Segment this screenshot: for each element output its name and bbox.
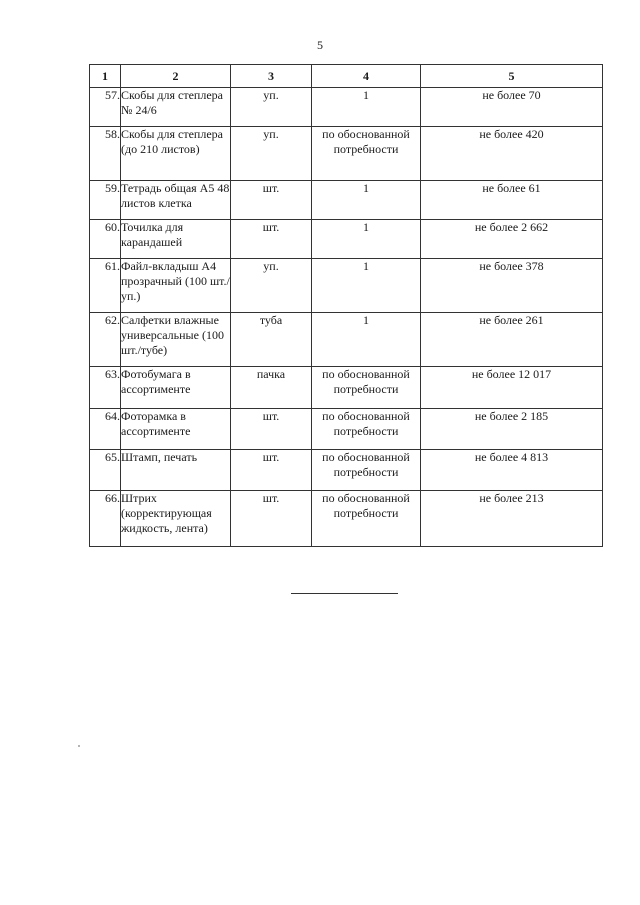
item-quantity: 1 <box>312 181 421 220</box>
header-row <box>90 65 603 88</box>
table-row <box>90 450 603 491</box>
item-price: не более 2 662 <box>421 220 603 259</box>
table-row <box>90 127 603 181</box>
header-col-4: 4 <box>312 65 421 88</box>
item-unit: шт. <box>231 450 312 491</box>
header-col-3: 3 <box>231 65 312 88</box>
item-name: Тетрадь общая А5 48 листов клетка <box>121 181 231 220</box>
table-row <box>90 491 603 547</box>
row-number: 60. <box>90 220 121 259</box>
item-quantity: по обоснованной потребности <box>312 409 421 450</box>
header-col-5: 5 <box>421 65 603 88</box>
item-name: Штамп, печать <box>121 450 231 491</box>
item-quantity: 1 <box>312 259 421 313</box>
items-table <box>89 64 603 547</box>
table-row <box>90 220 603 259</box>
item-price: не более 61 <box>421 181 603 220</box>
item-unit: туба <box>231 313 312 367</box>
item-price: не более 261 <box>421 313 603 367</box>
table-row <box>90 409 603 450</box>
row-number: 65. <box>90 450 121 491</box>
item-price: не более 12 017 <box>421 367 603 409</box>
item-quantity: 1 <box>312 313 421 367</box>
table-row <box>90 88 603 127</box>
scan-speck <box>78 745 80 747</box>
row-number: 66. <box>90 491 121 547</box>
header-col-1: 1 <box>90 65 121 88</box>
item-name: Фоторамка в ассортименте <box>121 409 231 450</box>
closing-rule <box>291 593 398 594</box>
item-unit: шт. <box>231 181 312 220</box>
row-number: 62. <box>90 313 121 367</box>
item-quantity: 1 <box>312 88 421 127</box>
item-quantity: по обоснованной потребности <box>312 127 421 181</box>
item-quantity: 1 <box>312 220 421 259</box>
item-unit: шт. <box>231 409 312 450</box>
item-price: не более 420 <box>421 127 603 181</box>
row-number: 63. <box>90 367 121 409</box>
item-name: Скобы для степлера № 24/6 <box>121 88 231 127</box>
table-row <box>90 259 603 313</box>
item-name: Файл-вкладыш А4 прозрачный (100 шт./уп.) <box>121 259 231 313</box>
item-price: не более 2 185 <box>421 409 603 450</box>
item-quantity: по обоснованной потребности <box>312 450 421 491</box>
row-number: 64. <box>90 409 121 450</box>
item-name: Штрих (корректирующая жидкость, лента) <box>121 491 231 547</box>
item-price: не более 378 <box>421 259 603 313</box>
item-unit: пачка <box>231 367 312 409</box>
item-name: Точилка для карандашей <box>121 220 231 259</box>
item-unit: уп. <box>231 127 312 181</box>
row-number: 61. <box>90 259 121 313</box>
table-row <box>90 367 603 409</box>
row-number: 57. <box>90 88 121 127</box>
item-name: Салфетки влажные универсальные (100 шт./тубе) <box>121 313 231 367</box>
table-row <box>90 181 603 220</box>
item-name: Скобы для степлера (до 210 листов) <box>121 127 231 181</box>
item-price: не более 4 813 <box>421 450 603 491</box>
header-col-2: 2 <box>121 65 231 88</box>
item-unit: шт. <box>231 220 312 259</box>
item-price: не более 213 <box>421 491 603 547</box>
item-unit: уп. <box>231 88 312 127</box>
item-quantity: по обоснованной потребности <box>312 491 421 547</box>
item-price: не более 70 <box>421 88 603 127</box>
item-quantity: по обоснованной потребности <box>312 367 421 409</box>
row-number: 58. <box>90 127 121 181</box>
page-number: 5 <box>317 38 323 52</box>
item-name: Фотобумага в ассортименте <box>121 367 231 409</box>
table-row <box>90 313 603 367</box>
item-unit: уп. <box>231 259 312 313</box>
item-unit: шт. <box>231 491 312 547</box>
row-number: 59. <box>90 181 121 220</box>
